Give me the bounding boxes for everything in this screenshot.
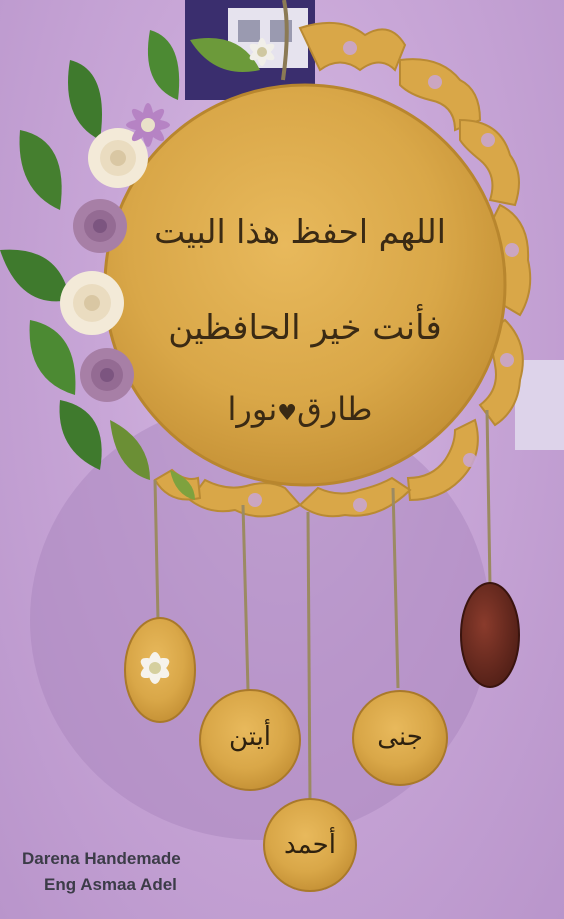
heart-icon: ♥ bbox=[277, 401, 297, 426]
plaque-names bbox=[180, 390, 420, 428]
name-left: نورا bbox=[227, 390, 278, 428]
credit-line-1: Darena Handemade bbox=[22, 849, 181, 868]
tag-name: جنى bbox=[377, 722, 423, 752]
plaque-line-2: فأنت خير الحافظين bbox=[168, 308, 442, 348]
tag-name: أيتن bbox=[228, 722, 272, 752]
tag-dark-disc bbox=[461, 583, 519, 687]
name-right: طارق bbox=[297, 390, 373, 428]
credit-line-2: Eng Asmaa Adel bbox=[44, 875, 177, 894]
plaque-line-1: اللهم احفظ هذا البيت bbox=[154, 212, 446, 251]
tag-name: أحمد bbox=[284, 830, 336, 860]
